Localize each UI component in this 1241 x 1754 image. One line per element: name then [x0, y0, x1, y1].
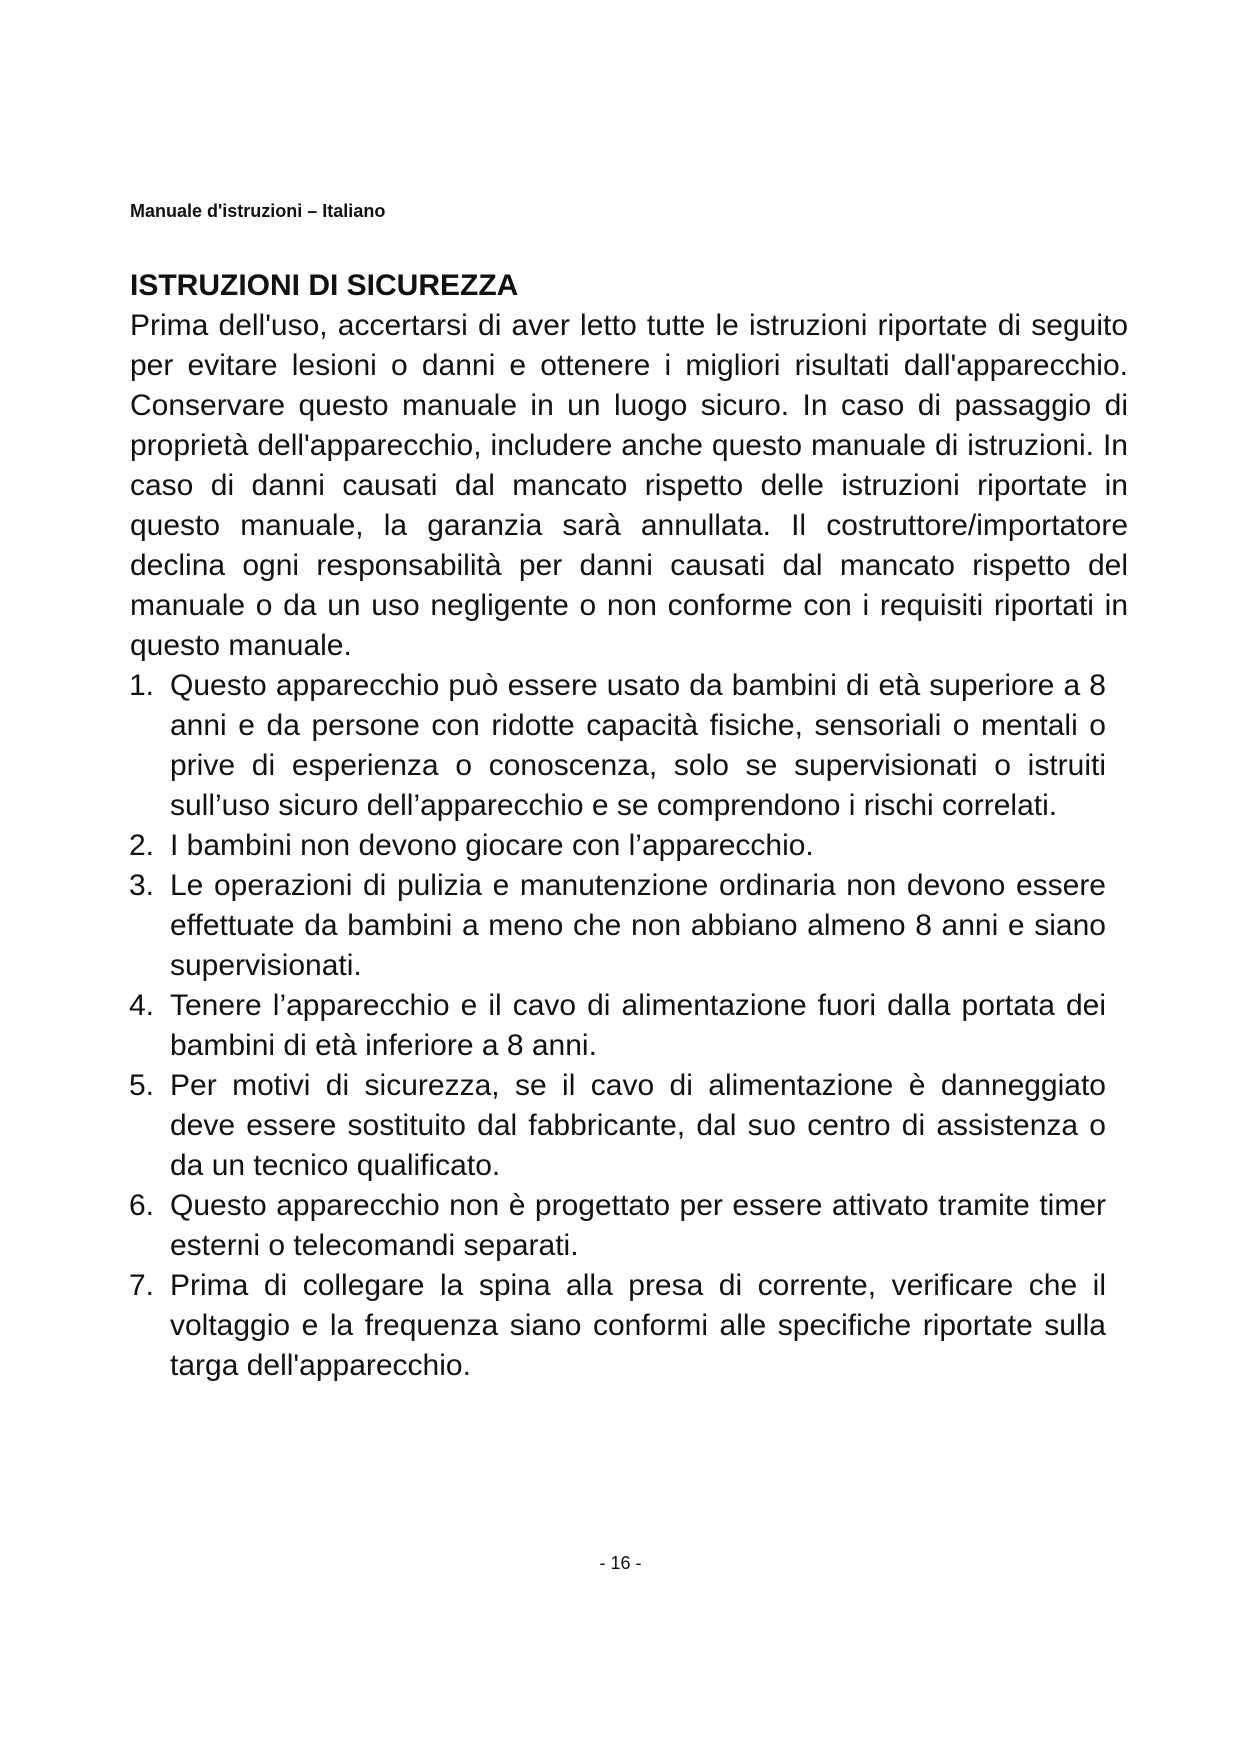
rule-text: Tenere l’apparecchio e il cavo di alimentazione fuori dalla portata dei bambini di età inferiore a 8 anni.	[170, 989, 1106, 1062]
safety-rule	[130, 826, 1128, 866]
safety-rules-list	[130, 666, 1128, 1386]
rule-text: Questo apparecchio può essere usato da bambini di età superiore a 8 anni e da persone con ridotte capacità fisiche, sensoriali o mentali o prive di esperienza o conoscenza, solo se supervisionati o istruiti sull’uso sicuro dell’apparecchio e se comprendono i rischi correlati.	[170, 669, 1106, 822]
safety-rule	[130, 1066, 1128, 1186]
safety-rule	[130, 666, 1128, 826]
rule-text: I bambini non devono giocare con l’apparecchio.	[170, 829, 814, 862]
intro-paragraph: Prima dell'uso, accertarsi di aver letto tutte le istruzioni riportate di seguito per evitare lesioni o danni e ottenere i migliori risultati dall'apparecchio. Conservare questo manuale in un luogo sicuro. In caso di passaggio di proprietà dell'apparecchio, includere anche questo manuale di istruzioni. In caso di danni causati dal mancato rispetto delle istruzioni riportate in questo manuale, la garanzia sarà annullata. Il costruttore/importatore declina ogni responsabilità per danni causati dal mancato rispetto del manuale o da un uso negligente o non conforme con i requisiti riportati in questo manuale.	[130, 309, 1128, 662]
safety-section	[130, 266, 1128, 1386]
rule-text: Prima di collegare la spina alla presa di corrente, verificare che il voltaggio e la frequenza siano conformi alle specifiche riportate sulla targa dell'apparecchio.	[170, 1269, 1106, 1382]
section-title: ISTRUZIONI DI SICUREZZA	[130, 269, 519, 302]
rule-number: 5.	[128, 1069, 154, 1102]
rule-number: 7.	[128, 1269, 154, 1302]
rule-text: Le operazioni di pulizia e manutenzione ordinaria non devono essere effettuate da bambini a meno che non abbiano almeno 8 anni e siano supervisionati.	[170, 869, 1106, 982]
page-number: - 16 -	[599, 1553, 642, 1573]
rule-number: 6.	[128, 1189, 154, 1222]
safety-rule	[130, 866, 1128, 986]
rule-number: 3.	[128, 869, 154, 902]
manual-header: Manuale d'istruzioni – Italiano	[130, 201, 386, 221]
safety-rule	[130, 1186, 1128, 1266]
rule-number: 2.	[128, 829, 154, 862]
safety-rule	[130, 1266, 1128, 1386]
rule-number: 1.	[128, 669, 154, 702]
rule-number: 4.	[128, 989, 154, 1022]
safety-rule	[130, 986, 1128, 1066]
rule-text: Per motivi di sicurezza, se il cavo di alimentazione è danneggiato deve essere sostituito dal fabbricante, dal suo centro di assistenza o da un tecnico qualificato.	[170, 1069, 1106, 1182]
rule-text: Questo apparecchio non è progettato per essere attivato tramite timer esterni o telecomandi separati.	[170, 1189, 1106, 1262]
